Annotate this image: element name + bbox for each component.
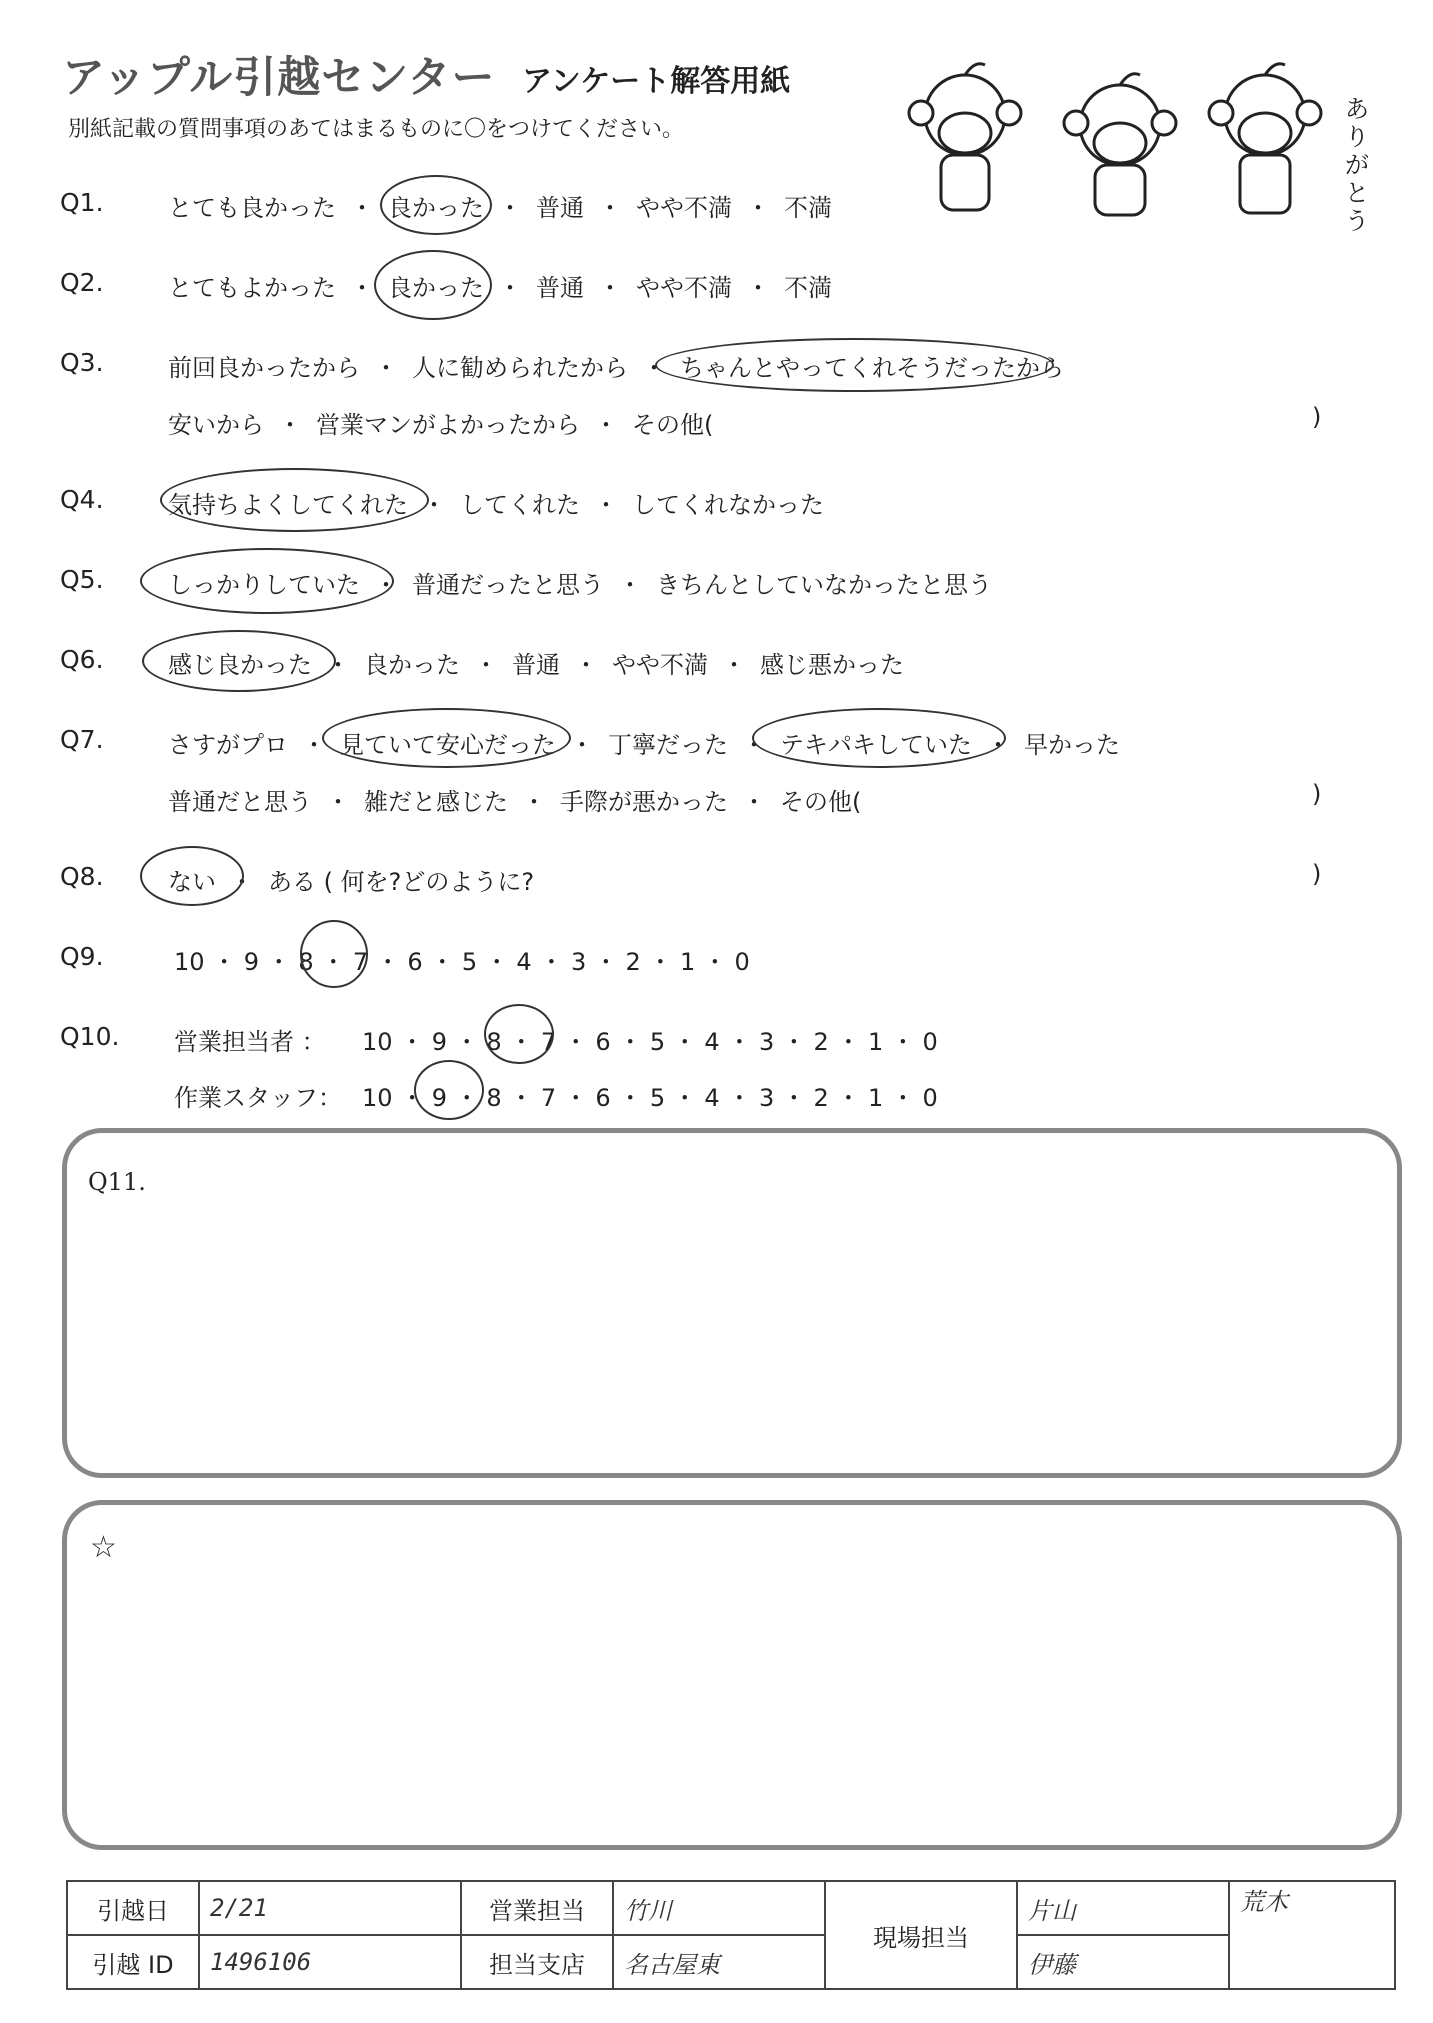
move-id-label: 引越 ID xyxy=(67,1935,199,1989)
sales-rep-label: 営業担当 xyxy=(461,1881,613,1935)
q6-opt-4[interactable]: やや不満 xyxy=(612,651,708,679)
site-staff-3[interactable]: 荒木 xyxy=(1229,1881,1395,1989)
q7-opt-5[interactable]: 早かった xyxy=(1024,731,1120,759)
q6-opt-2[interactable]: 良かった xyxy=(364,651,460,679)
q1-opt-3[interactable]: 普通 xyxy=(536,194,584,222)
q1-selection-circle xyxy=(380,175,492,235)
q7-opt-9[interactable]: その他( xyxy=(780,788,862,816)
form-title: アンケート解答用紙 xyxy=(522,64,791,99)
star-icon: ☆ xyxy=(90,1530,117,1565)
sales-rep-value[interactable]: 竹川 xyxy=(613,1881,825,1935)
move-date-value[interactable]: 2/21 xyxy=(199,1881,461,1935)
q4-number: Q4. xyxy=(60,485,104,514)
q8-number: Q8. xyxy=(60,862,104,891)
q2-opt-5[interactable]: 不満 xyxy=(784,274,832,302)
q7-number: Q7. xyxy=(60,725,104,754)
q3-number: Q3. xyxy=(60,348,104,377)
q2-opt-2[interactable]: 良かった xyxy=(388,274,484,302)
q7-opt-1[interactable]: さすがプロ xyxy=(168,731,288,759)
q7-close-paren: ) xyxy=(1312,780,1322,808)
q6-opt-3[interactable]: 普通 xyxy=(512,651,560,679)
q3-opt-4[interactable]: 安いから xyxy=(168,411,264,439)
q2-opt-4[interactable]: やや不満 xyxy=(636,274,732,302)
q7-opt-2[interactable]: 見ていて安心だった xyxy=(340,731,556,759)
q2-options: とてもよかった ・ 良かった ・ 普通 ・ やや不満 ・ 不満 xyxy=(168,274,832,302)
q4-opt-2[interactable]: してくれた xyxy=(460,491,580,519)
q8-selection-circle xyxy=(140,846,244,906)
q7-selection-circle-2 xyxy=(752,708,1006,768)
branch-label: 担当支店 xyxy=(461,1935,613,1989)
q5-opt-3[interactable]: きちんとしていなかったと思う xyxy=(656,571,992,599)
q2-selection-circle xyxy=(374,250,492,320)
q3-selection-circle xyxy=(655,338,1054,392)
q4-opt-3[interactable]: してくれなかった xyxy=(632,491,824,519)
q11-comment-box[interactable] xyxy=(62,1128,1402,1478)
site-staff-1[interactable]: 片山 xyxy=(1017,1881,1229,1935)
q11-label: Q11. xyxy=(88,1168,146,1196)
q1-number: Q1. xyxy=(60,188,104,217)
q8-opt-1[interactable]: ない xyxy=(168,868,216,896)
q10-staff-scale[interactable]: 10 ・ 9 ・ 8 ・ 7 ・ 6 ・ 5 ・ 4 ・ 3 ・ 2 ・ 1 ・ 0 xyxy=(362,1084,938,1112)
move-info-table xyxy=(66,1880,1396,1990)
q10-sales-selection-circle xyxy=(484,1004,554,1064)
q3-options-line1: 前回良かったから ・ 人に勧められたから ・ ちゃんとやってくれそうだったから xyxy=(168,354,1064,382)
q3-options-line2: 安いから ・ 営業マンがよかったから ・ その他( xyxy=(168,411,714,439)
site-staff-2[interactable]: 伊藤 xyxy=(1017,1935,1229,1989)
q5-selection-circle xyxy=(140,548,394,614)
q6-options: 感じ良かった ・ 良かった ・ 普通 ・ やや不満 ・ 感じ悪かった xyxy=(168,651,904,679)
q7-opt-8[interactable]: 手際が悪かった xyxy=(560,788,728,816)
q7-options-line2: 普通だと思う ・ 雑だと感じた ・ 手際が悪かった ・ その他( xyxy=(168,788,862,816)
q3-close-paren: ) xyxy=(1312,403,1322,431)
q5-opt-2[interactable]: 普通だったと思う xyxy=(412,571,604,599)
q3-opt-2[interactable]: 人に勧められたから xyxy=(412,354,628,382)
q9-scale[interactable]: 10 ・ 9 ・ 8 ・ 7 ・ 6 ・ 5 ・ 4 ・ 3 ・ 2 ・ 1 ・ 0 xyxy=(174,948,750,976)
q6-selection-circle xyxy=(142,630,336,692)
q7-opt-3[interactable]: 丁寧だった xyxy=(608,731,728,759)
q8-opt-2[interactable]: ある ( 何を?どのように? xyxy=(268,868,535,896)
q6-number: Q6. xyxy=(60,645,104,674)
monkey-smiling-icon xyxy=(1064,74,1176,215)
q4-options: 気持ちよくしてくれた ・ してくれた ・ してくれなかった xyxy=(168,491,824,519)
monkey-standing-icon xyxy=(1209,64,1321,213)
free-comment-box[interactable] xyxy=(62,1500,1402,1850)
q4-opt-1[interactable]: 気持ちよくしてくれた xyxy=(168,491,408,519)
q3-opt-6[interactable]: その他( xyxy=(632,411,714,439)
q3-opt-1[interactable]: 前回良かったから xyxy=(168,354,360,382)
q6-opt-5[interactable]: 感じ悪かった xyxy=(760,651,904,679)
q5-opt-1[interactable]: しっかりしていた xyxy=(168,571,360,599)
q1-opt-4[interactable]: やや不満 xyxy=(636,194,732,222)
q4-selection-circle xyxy=(160,468,429,532)
q9-number: Q9. xyxy=(60,942,104,971)
q10-staff-label: 作業スタッフ： xyxy=(174,1084,342,1112)
q1-opt-2[interactable]: 良かった xyxy=(388,194,484,222)
q1-opt-5[interactable]: 不満 xyxy=(784,194,832,222)
q7-opt-4[interactable]: テキパキしていた xyxy=(780,731,972,759)
q3-opt-5[interactable]: 営業マンがよかったから xyxy=(316,411,580,439)
q3-opt-3[interactable]: ちゃんとやってくれそうだったから xyxy=(680,354,1064,382)
q2-number: Q2. xyxy=(60,268,104,297)
q2-opt-1[interactable]: とてもよかった xyxy=(168,274,336,302)
q10-staff-selection-circle xyxy=(414,1060,484,1120)
q7-opt-6[interactable]: 普通だと思う xyxy=(168,788,312,816)
instruction-text: 別紙記載の質問事項のあてはまるものに〇をつけてください。 xyxy=(68,117,685,142)
q5-options: しっかりしていた ・ 普通だったと思う ・ きちんとしていなかったと思う xyxy=(168,571,992,599)
move-id-value[interactable]: 1496106 xyxy=(199,1935,461,1989)
q10-number: Q10. xyxy=(60,1022,120,1051)
site-staff-label: 現場担当 xyxy=(825,1881,1017,1989)
q9-selection-circle xyxy=(300,920,368,988)
q10-sales-scale[interactable]: 10 ・ 9 ・ 8 ・ 7 ・ 6 ・ 5 ・ 4 ・ 3 ・ 2 ・ 1 ・ 0 xyxy=(362,1028,938,1056)
q2-opt-3[interactable]: 普通 xyxy=(536,274,584,302)
monkey-laughing-icon xyxy=(909,64,1021,210)
q6-opt-1[interactable]: 感じ良かった xyxy=(168,651,312,679)
q7-opt-7[interactable]: 雑だと感じた xyxy=(364,788,508,816)
company-name: アップル引越センター xyxy=(62,53,496,103)
thank-you-text: ありがとう xyxy=(1345,95,1369,235)
move-date-label: 引越日 xyxy=(67,1881,199,1935)
monkey-mascots-illustration xyxy=(895,55,1375,225)
q8-close-paren: ) xyxy=(1312,860,1322,888)
q1-options: とても良かった ・ 良かった ・ 普通 ・ やや不満 ・ 不満 xyxy=(168,194,832,222)
q8-options: ない ・ ある ( 何を?どのように? xyxy=(168,868,535,896)
branch-value[interactable]: 名古屋東 xyxy=(613,1935,825,1989)
q7-selection-circle-1 xyxy=(322,708,571,768)
q10-sales-label: 営業担当者 ： xyxy=(174,1028,326,1056)
q5-number: Q5. xyxy=(60,565,104,594)
q7-options-line1: さすがプロ ・ 見ていて安心だった ・ 丁寧だった ・ テキパキしていた ・ 早かった xyxy=(168,731,1120,759)
q1-opt-1[interactable]: とても良かった xyxy=(168,194,336,222)
